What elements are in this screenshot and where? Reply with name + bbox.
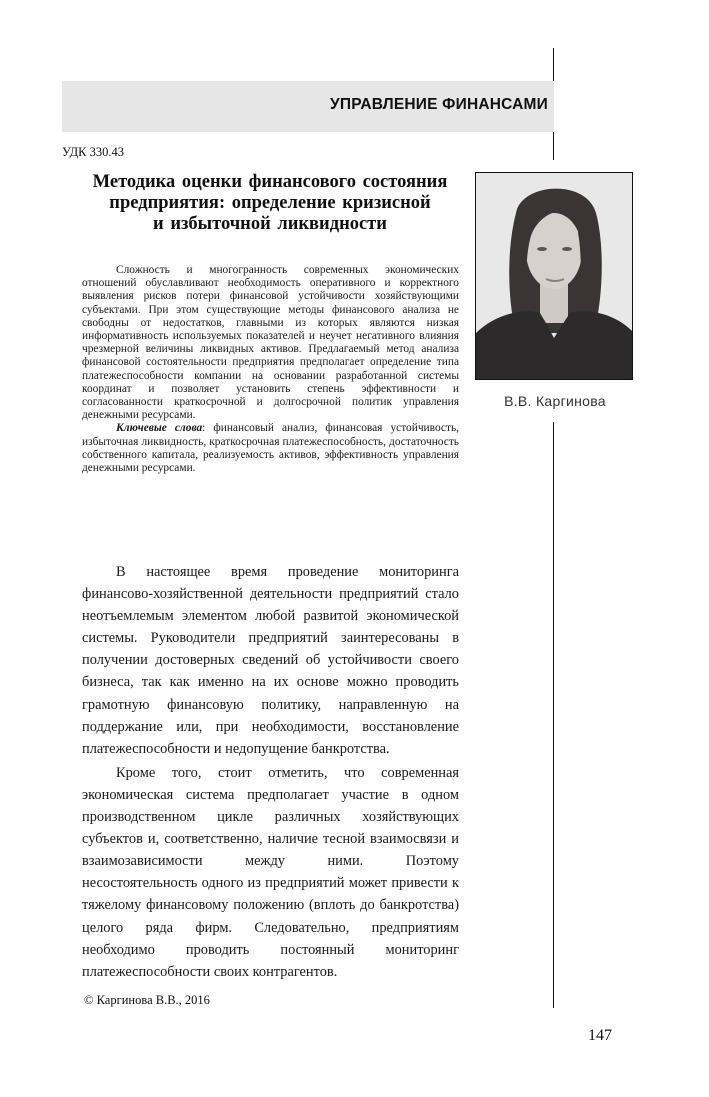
author-name: В.В. Каргинова (504, 393, 606, 409)
article-title (70, 172, 470, 235)
udk-code: УДК 330.43 (62, 145, 124, 159)
abstract (82, 264, 459, 475)
keywords (82, 422, 459, 475)
title-line: Методика оценки финансового состояния (92, 172, 448, 192)
page-number: 147 (588, 1027, 612, 1044)
article-body (82, 561, 459, 985)
author-portrait-image (476, 173, 633, 380)
section-title: УПРАВЛЕНИЕ ФИНАНСАМИ (330, 96, 548, 113)
keywords-label: Ключевые слова (116, 422, 203, 435)
section-header-band (62, 81, 554, 132)
copyright-notice: © Каргинова В.В., 2016 (84, 993, 210, 1007)
author-photo (475, 172, 633, 380)
body-paragraph: Кроме того, стоит отметить, что современная экономическая система предполагает участие в одном производственном цикле различных хозяйствующих субъектов и, соответственно, наличие тесной взаимосвязи и взаимозависимости между ними. Поэтому несостоятельность одного из предприятий может привести к тяжелому финансовому положению (вплоть до банкротства) целого ряда фирм. Следовательно, предприятиям необходимо проводить постоянный мониторинг платежеспособности своих контрагентов. (82, 764, 459, 980)
title-line: и избыточной ликвидности (153, 214, 387, 234)
margin-rule-main (553, 422, 554, 1008)
body-paragraph: В настоящее время проведение мониторинга финансово-хозяйственной деятельности предприятий стало неотъемлемым элементом любой развитой экономической системы. Руководители предприятий заинтересованы в получении достоверных сведений об устойчивости своего бизнеса, так как именно на их основе можно проводить грамотную финансовую политику, направленную на поддержание или, при необходимости, восстановление платежеспособности и недопущение банкротства. (82, 564, 459, 757)
abstract-text: Сложность и многогранность современных экономических отношений обуславливают необходимость оперативного и корректного выявления рисков потери финансовой устойчивости хозяйствующими субъектами. При этом существующие методы финансового анализа не свободны от недостатков, главными из которых являются низкая информативность используемых показателей и неучет негативного влияния чрезмерной величины ликвидных активов. Предлагаемый метод анализа финансовой состоятельности предприятия предполагает определение типа платежеспособности компании на основании разработанной системы координат и позволяет установить степень эффективности и согласованности краткосрочной и долгосрочной политик управления денежными ресурсами. (82, 264, 459, 422)
keywords-list: : финансовый анализ, финансовая устойчивость, избыточная ликвидность, краткосрочная платежеспособность, достаточность собственного капитала, реализуемость активов, эффективность управления денежными ресурсами. (82, 422, 459, 475)
title-line: предприятия: определение кризисной (109, 193, 431, 213)
